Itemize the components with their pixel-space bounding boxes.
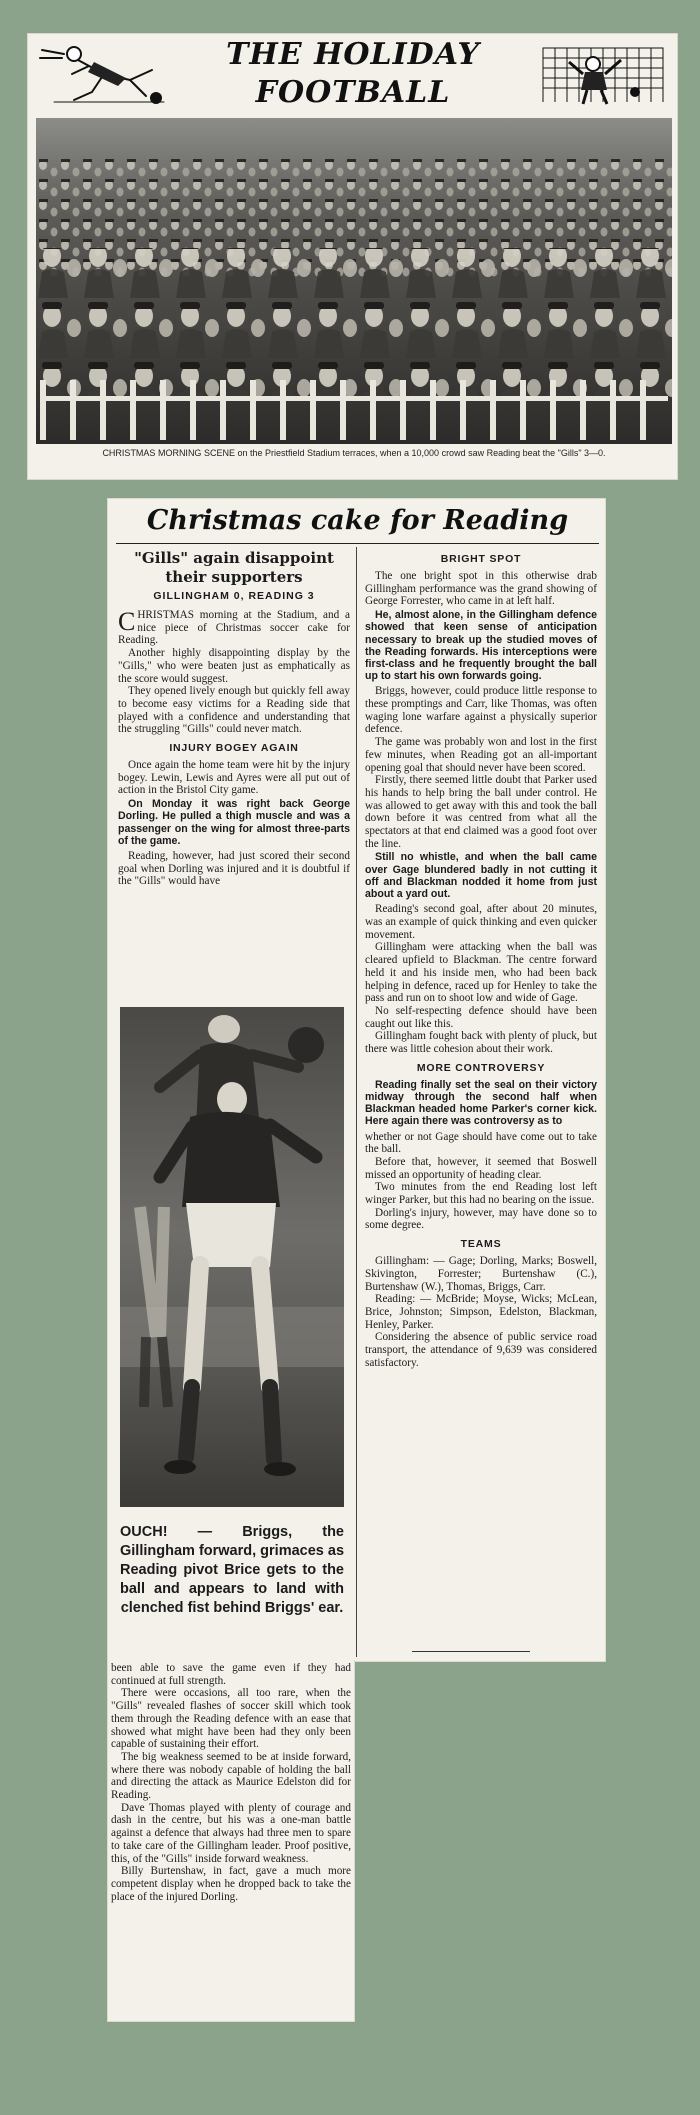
players-photo	[120, 1007, 344, 1507]
paragraph: There were occasions, all too rare, when the "Gills" revealed flashes of soccer skill which took them through the Reading defence with an ease that showed what might have been had they only been capable of sustaining their effort.	[111, 1687, 351, 1751]
paragraph: No self-respecting defence should have been caught out like this.	[365, 1004, 597, 1030]
bold-paragraph: On Monday it was right back George Dorling. He pulled a thigh muscle and was a passenger on the wing for almost three-parts of the game.	[118, 798, 350, 847]
continuation-clipping	[107, 1660, 355, 2022]
masthead	[28, 34, 678, 116]
paragraph: Once again the home team were hit by the injury bogey. Lewin, Lewis and Ayres were all put out of action in the Bristol City game.	[118, 759, 350, 797]
crosshead-bright-spot: BRIGHT SPOT	[440, 553, 522, 565]
headline-rule	[116, 543, 599, 544]
score-line: GILLINGHAM 0, READING 3	[153, 590, 315, 602]
paragraph: Firstly, there seemed little doubt that Parker used his hands to help bring the ball under control. He was allowed to get away with this and took the ball down before it was centred from what all the spectators at that end claimed was a good foot over the line.	[365, 774, 597, 850]
players-photo-caption: OUCH! — Briggs, the Gillingham forward, grimaces as Reading pivot Brice gets to the ball and appears to land with clenched fist behind Briggs' ear.	[120, 1524, 345, 1616]
left-column	[118, 549, 350, 888]
team-list-reading: Reading: — McBride; Moyse, Wicks; McLean, Brice, Johnston; Simpson, Edelston, Blackman, Henley, Parker.	[365, 1293, 597, 1331]
end-of-article-rule	[412, 1651, 530, 1652]
bold-paragraph: He, almost alone, in the Gillingham defence showed that keen sense of anticipation necessary to break up the studied moves of the Reading forwards. His interceptions were first-class and he frequently brought the ball up to start his own forwards going.	[365, 609, 597, 683]
paragraph: Two minutes from the end Reading lost left winger Parker, but this had no bearing on the issue.	[365, 1181, 597, 1207]
bold-paragraph: Still no whistle, and when the ball came over Gage blundered badly in not cutting it off and Blackman nodded it home from just about a yard out.	[365, 851, 597, 901]
paragraph: whether or not Gage should have come out to take the ball.	[365, 1130, 597, 1156]
paragraph: Another highly disappointing display by the "Gills," who were beaten just as emphatically as the score would suggest.	[118, 647, 350, 685]
paragraph: Before that, however, it seemed that Boswell missed an opportunity of heading clear.	[365, 1155, 597, 1181]
paragraph: The big weakness seemed to be at inside forward, where there was nobody capable of holding the ball and directing the attack as Maurice Edelston did for Reading.	[111, 1750, 351, 1802]
paragraph: Gillingham fought back with plenty of pluck, but there was little cohesion about their work.	[365, 1030, 597, 1056]
crosshead-teams: TEAMS	[460, 1238, 502, 1251]
bold-paragraph: Reading finally set the seal on their victory midway through the second half when Blackman headed home Parker's corner kick. Here again there was controversy as to	[365, 1078, 597, 1128]
paragraph: Gillingham were attacking when the ball was cleared upfield to Blackman. The centre forward held it and his inside men, who had been back helping in defence, raced up for Henley to take the pass and run on to shoot low and wide of Gage.	[365, 941, 597, 1005]
paragraph: been able to save the game even if they had continued at full strength.	[111, 1662, 351, 1687]
team-list-gillingham: Gillingham: — Gage; Dorling, Marks; Boswell, Skivington, Forrester; Burtenshaw (C.), Burtenshaw (W.), Thomas, Briggs, Carr.	[365, 1255, 597, 1293]
paragraph: The game was probably won and lost in the first few minutes, when Reading got an all-important opening goal that should never have been scored.	[365, 736, 597, 774]
goalkeeper-cartoon-right	[533, 40, 673, 110]
footballer-cartoon-left	[34, 40, 174, 110]
paragraph: The one bright spot in this otherwise drab Gillingham performance was the grand showing of George Forrester, who came in at left half.	[365, 570, 597, 608]
drop-cap: C	[118, 607, 136, 636]
clipping-title: THE HOLIDAY FOOTBALL	[226, 37, 480, 110]
right-column	[365, 547, 597, 1369]
paragraph: Reading, however, had just scored their second goal when Dorling was injured and it is doubtful if the "Gills" would have	[118, 849, 350, 888]
paragraph: Considering the absence of public service road transport, the attendance of 9,639 was considered satisfactory.	[365, 1331, 597, 1369]
crosshead-more-controversy: MORE CONTROVERSY	[416, 1061, 546, 1074]
holiday-football-clipping	[27, 33, 678, 480]
paragraph: Dave Thomas played with plenty of courage and dash in the centre, but his was a one-man battle against a defence that always had three men to spare to take care of the Gillingham leader. Proof positive, this, of the "Gills" inside forward weakness.	[111, 1801, 351, 1865]
paragraph: Dorling's injury, however, may have done so to some degree.	[365, 1206, 597, 1232]
column-divider	[356, 547, 357, 1657]
crosshead-injury-bogey: INJURY BOGEY AGAIN	[169, 742, 299, 755]
continuation-column	[111, 1662, 351, 1903]
crowd-photo-caption: CHRISTMAS MORNING SCENE on the Priestfield Stadium terraces, when a 10,000 crowd saw Reading beat the "Gills" 3—0.	[102, 448, 606, 458]
paragraph: Briggs, however, could produce little response to these promptings and Carr, like Thomas, was often waging lone warfare against a physically superior defence.	[365, 685, 597, 736]
crowd-photo	[36, 118, 672, 444]
article-headline: Christmas cake for Reading	[146, 505, 569, 536]
paragraph: Reading's second goal, after about 20 minutes, was an example of quick thinking and even quicker movement.	[365, 903, 597, 941]
paragraph: CHRISTMAS morning at the Stadium, and a nice piece of Christmas soccer cake for Reading.	[118, 607, 350, 647]
match-report-clipping	[107, 498, 606, 1662]
paragraph: Billy Burtenshaw, in fact, gave a much more competent display when he dropped back to take the place of the injured Dorling.	[111, 1865, 351, 1903]
article-subhead: "Gills" again disappoint their supporters	[134, 549, 334, 586]
paragraph: They opened lively enough but quickly fell away to become easy victims for a Reading side that played with a confidence and understanding that the struggling "Gills" could never match.	[118, 685, 350, 736]
